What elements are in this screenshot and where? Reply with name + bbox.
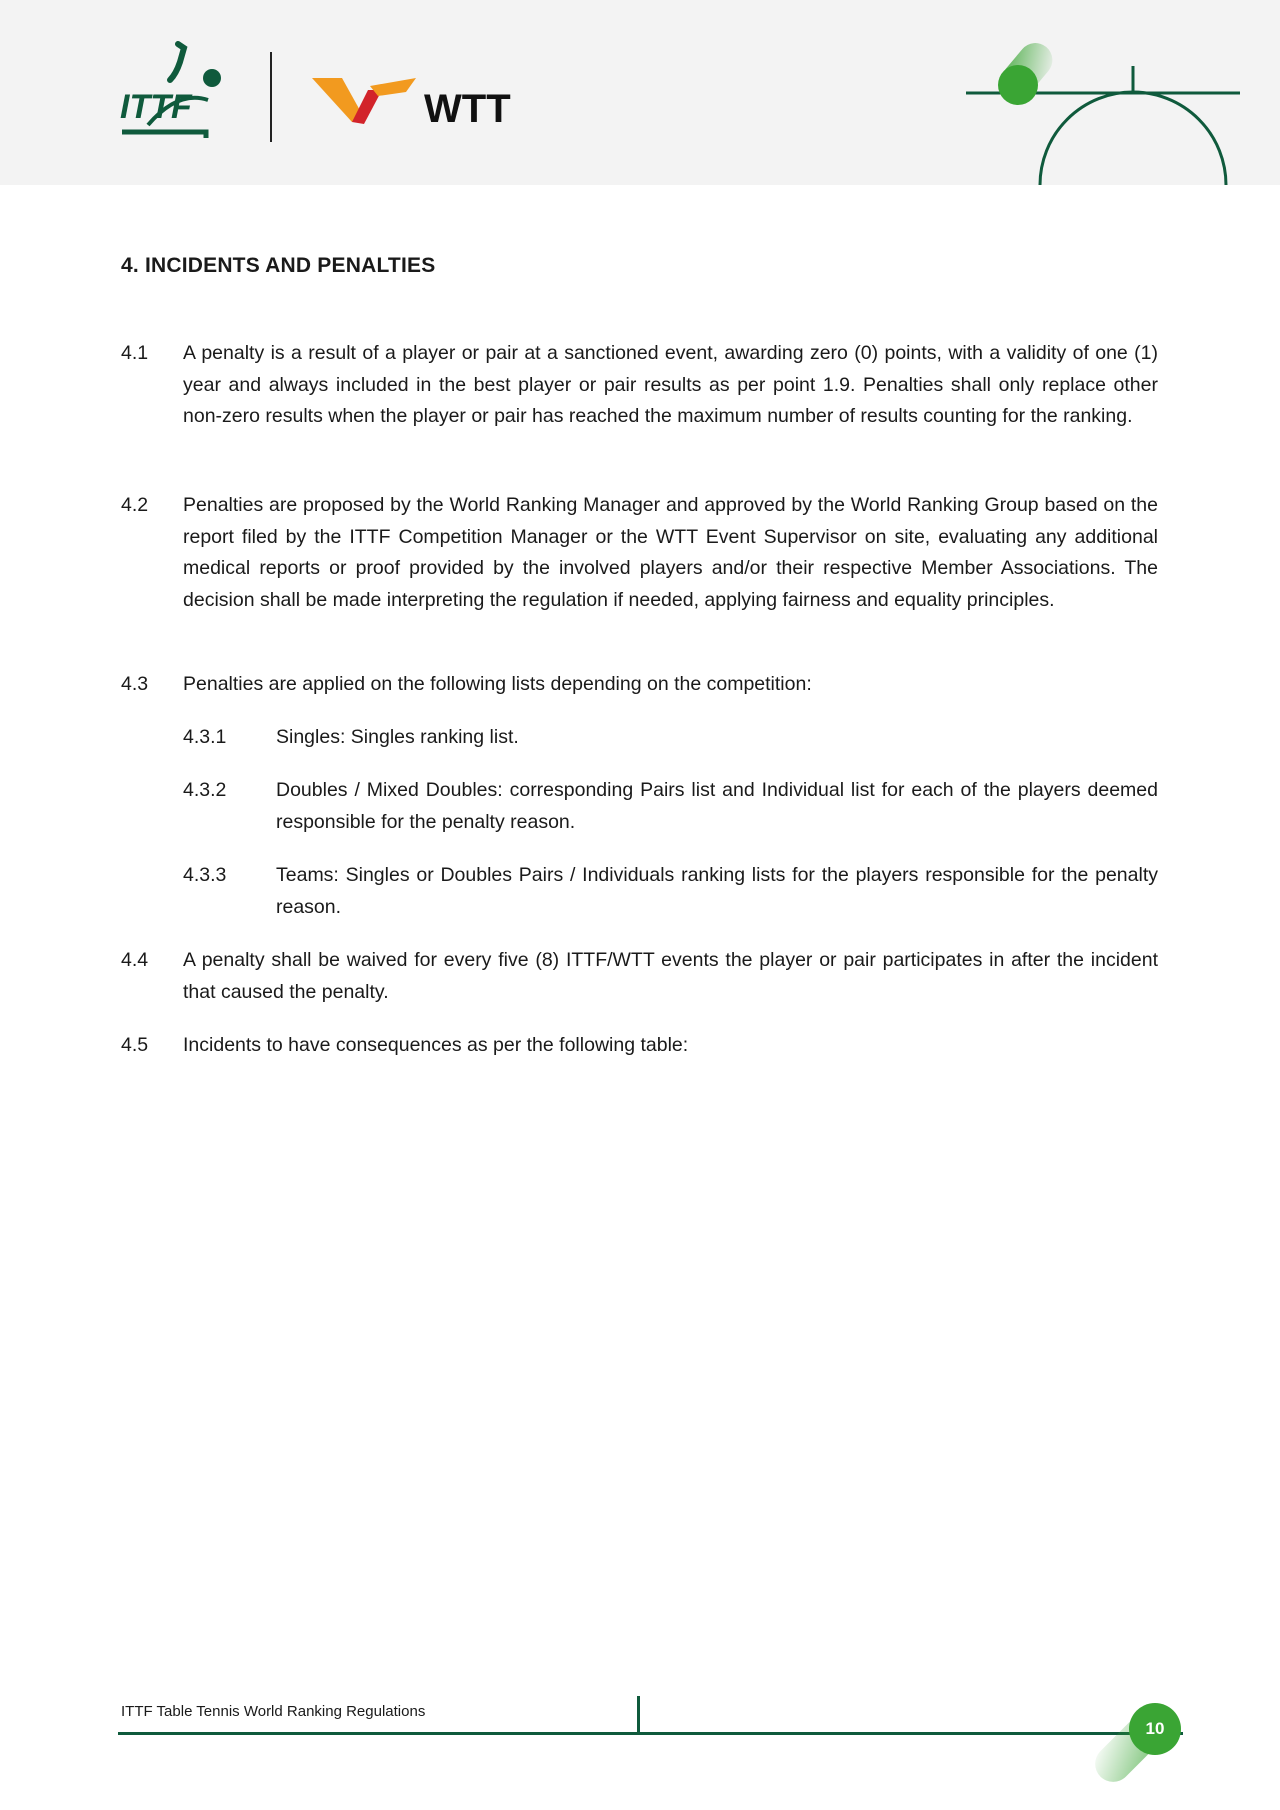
subclause-text: Singles: Singles ranking list. <box>276 726 519 748</box>
subclause-number: 4.3.2 <box>183 779 227 801</box>
clause-4-2 <box>121 490 1158 616</box>
header-court-graphic <box>960 30 1240 185</box>
clause-text: Penalties are proposed by the World Ranking Manager and approved by the World Ranking Group based on the report filed by the ITTF Competition Manager or the WTT Event Supervisor on site, evaluating any additional medical reports or proof provided by the involved players and/or their respective Member Associations. The decision shall be made interpreting the regulation if needed, applying fairness and equality principles. <box>183 494 1158 611</box>
clause-text: Incidents to have consequences as per the following table: <box>183 1034 689 1056</box>
subclause-text: Doubles / Mixed Doubles: corresponding Pairs list and Individual list for each of the players deemed responsible for the penalty reason. <box>276 779 1158 833</box>
page-number-badge: 10 <box>1129 1703 1181 1755</box>
footer-divider-tick <box>637 1696 640 1734</box>
svg-text:ITTF: ITTF <box>120 88 192 126</box>
section-title: 4. INCIDENTS AND PENALTIES <box>121 254 436 277</box>
clause-text: A penalty is a result of a player or pair at a sanctioned event, awarding zero (0) points, with a validity of one (1) year and always included in the best player or pair results as per point 1.9. Penalties shall only replace other non-zero results when the player or pair has reached the maximum number of results counting for the ranking. <box>183 342 1158 427</box>
clause-number: 4.5 <box>121 1034 149 1056</box>
wtt-logo <box>312 72 532 132</box>
clause-text: A penalty shall be waived for every five (8) ITTF/WTT events the player or pair participates in after the incident that caused the penalty. <box>183 949 1158 1003</box>
subclause-number: 4.3.1 <box>183 726 227 748</box>
subclause-number: 4.3.3 <box>183 864 227 886</box>
subclause-4-3-1 <box>183 722 1158 754</box>
clause-number: 4.3 <box>121 673 149 695</box>
clause-4-4 <box>121 945 1158 1008</box>
footer-document-title: ITTF Table Tennis World Ranking Regulations <box>121 1703 426 1720</box>
clause-number: 4.2 <box>121 494 149 516</box>
footer-rule <box>118 1732 1183 1735</box>
clause-4-5 <box>121 1030 1158 1062</box>
subclause-4-3-2 <box>183 775 1158 838</box>
ittf-logo <box>118 40 228 140</box>
page-header <box>0 0 1280 185</box>
clause-4-3 <box>121 669 1158 701</box>
logo-divider <box>270 52 272 142</box>
clause-number: 4.1 <box>121 342 149 364</box>
clause-text: Penalties are applied on the following lists depending on the competition: <box>183 673 812 695</box>
subclause-4-3-3 <box>183 860 1158 923</box>
svg-text:WTT: WTT <box>424 87 511 131</box>
clause-4-1 <box>121 338 1158 433</box>
clause-number: 4.4 <box>121 949 149 971</box>
subclause-text: Teams: Singles or Doubles Pairs / Individuals ranking lists for the players responsible for the penalty reason. <box>276 864 1158 918</box>
